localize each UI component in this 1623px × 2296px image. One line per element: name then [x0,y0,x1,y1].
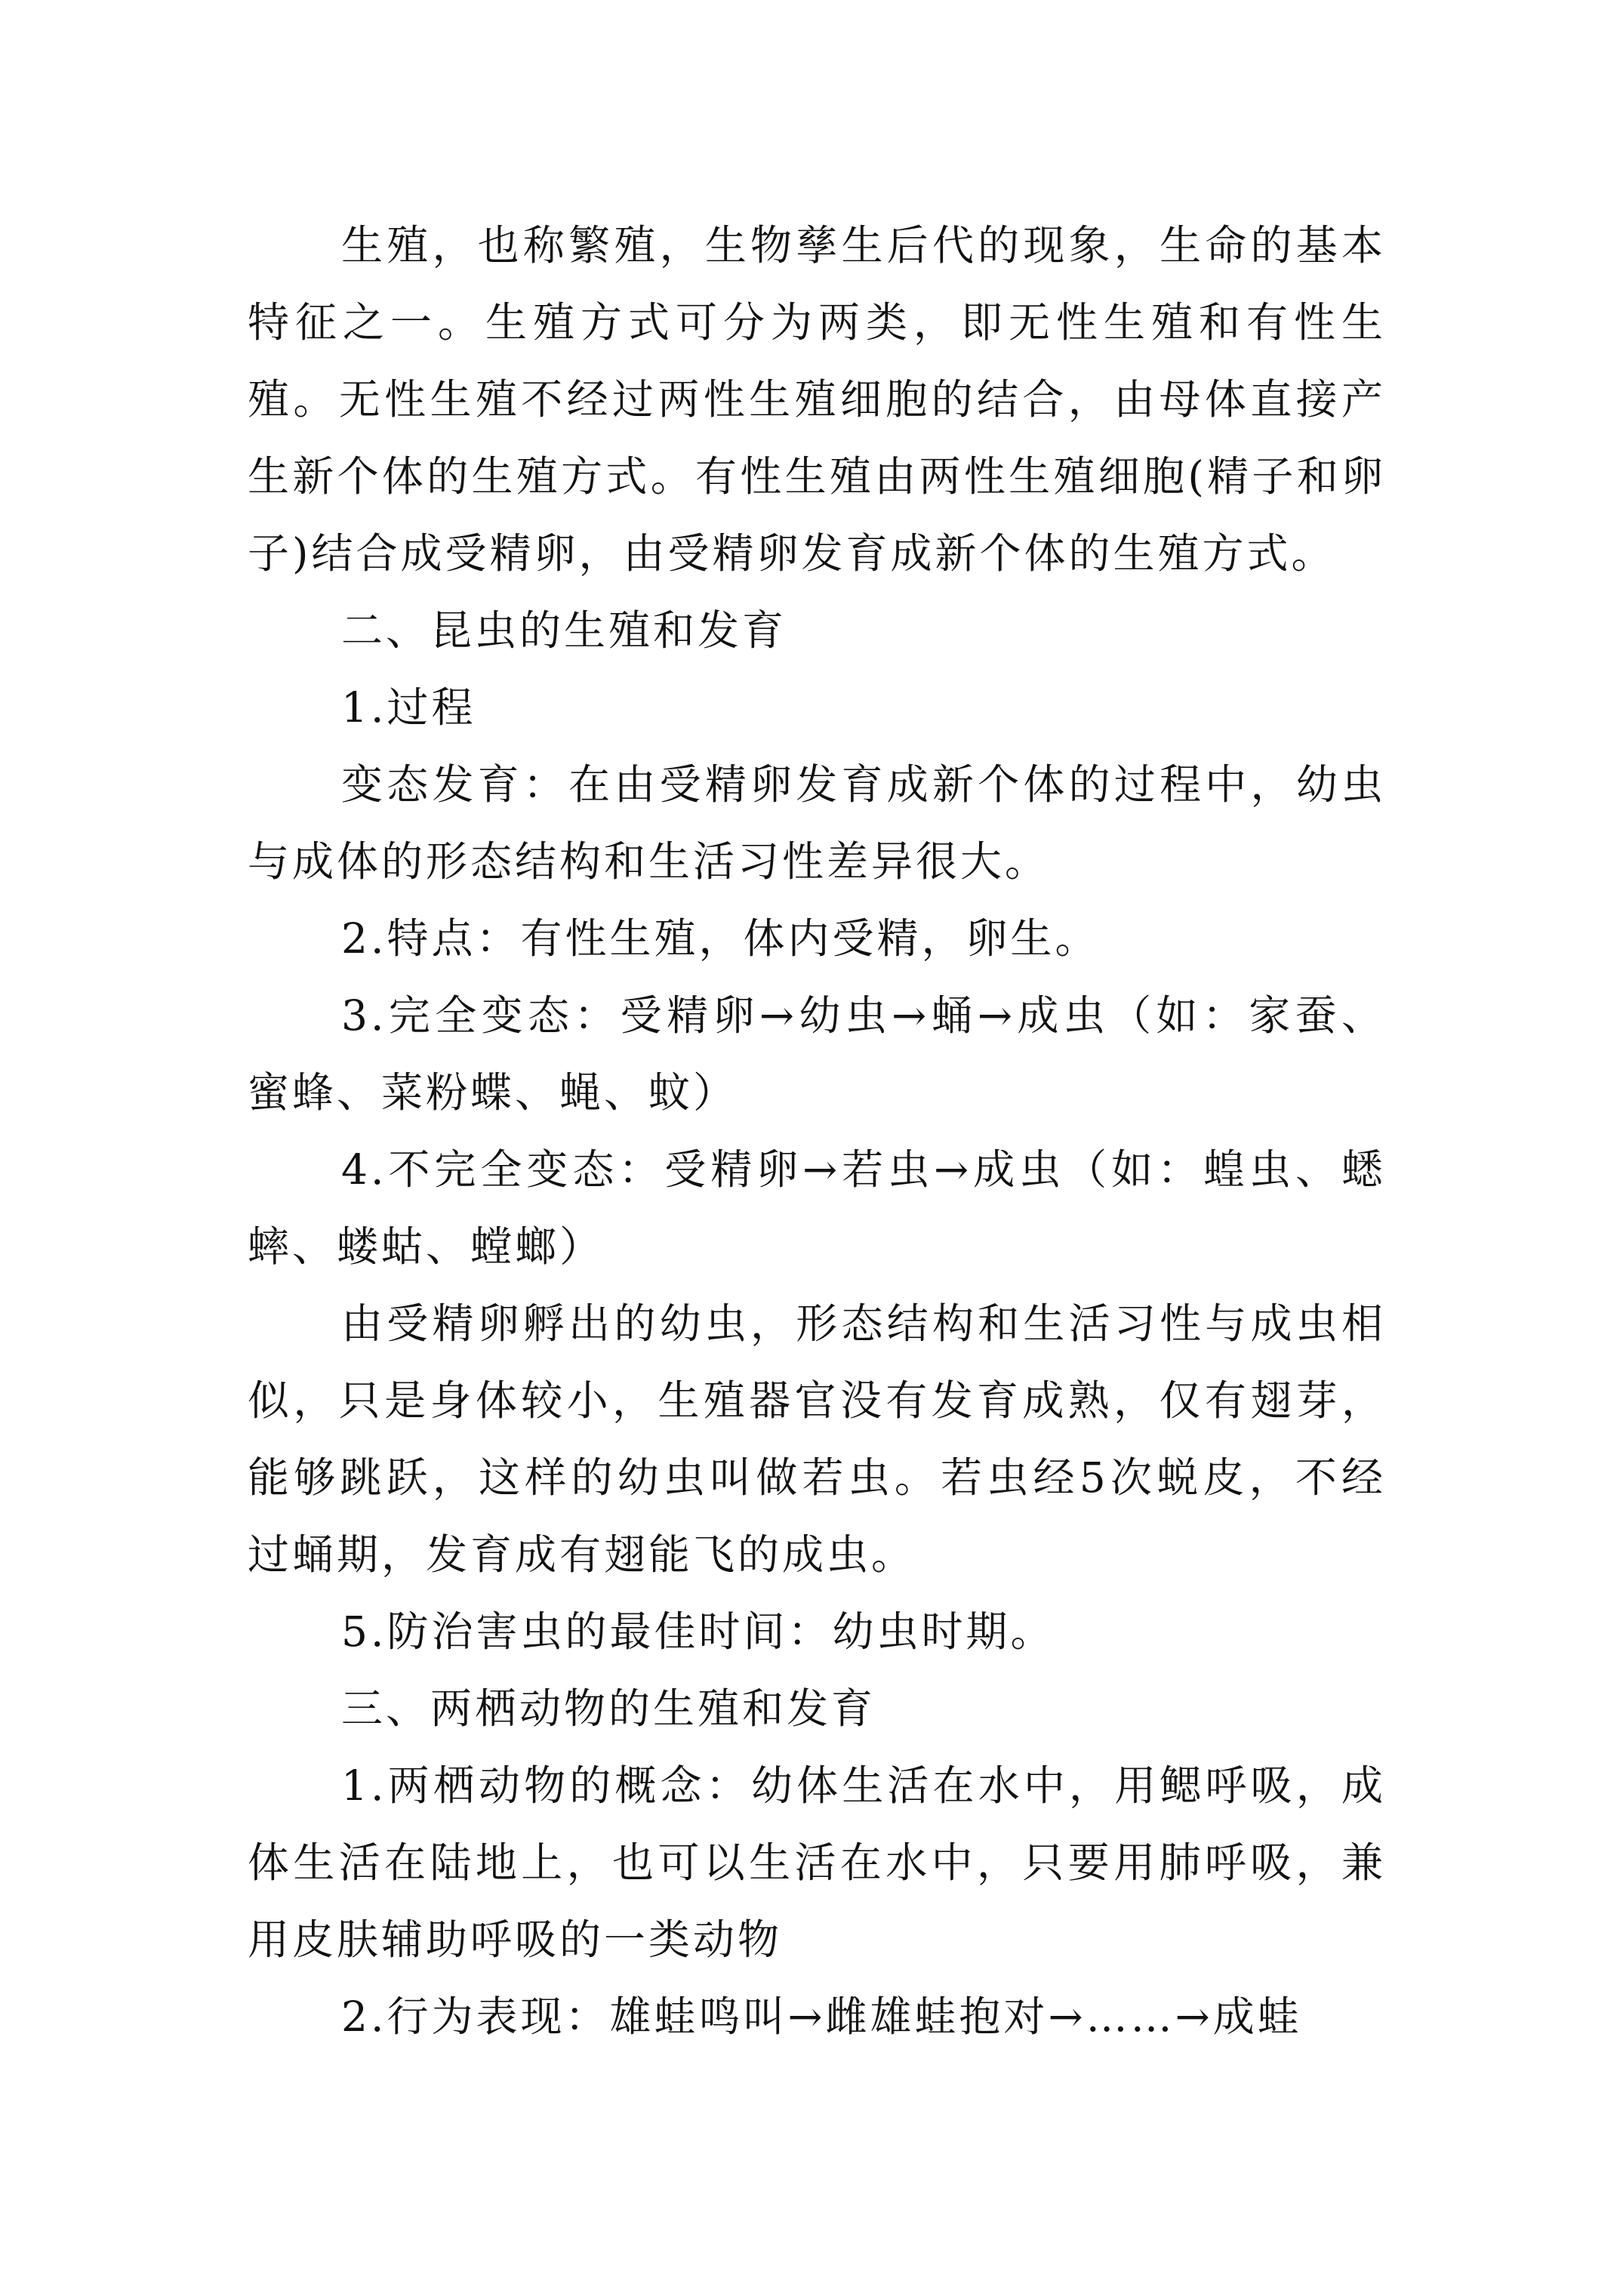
heading-amphibian-reproduction: 三、两栖动物的生殖和发育 [341,1684,876,1733]
paragraph-reproduction-intro: 生殖，也称繁殖，生物孳生后代的现象，生命的基本特征之一。生殖方式可分为两类，即无性生殖和有性生殖。无性生殖不经过两性生殖细胞的结合，由母体直接产生新个体的生殖方式。有性生殖由两性生殖细胞(精子和卵子)结合成受精卵，由受精卵发育成新个体的生殖方式。 [248,221,1386,578]
heading-insect-reproduction: 二、昆虫的生殖和发育 [341,606,787,655]
item-pest-control-timing: 5.防治害虫的最佳时间：幼虫时期。 [341,1607,1055,1656]
item-behavior: 2.行为表现：雄蛙鸣叫→雌雄蛙抱对→……→成蛙 [341,1992,1302,2041]
paragraph-metamorphosis: 变态发育：在由受精卵发育成新个体的过程中，幼虫与成体的形态结构和生活习性差异很大。 [248,760,1386,886]
item-complete-metamorphosis: 3.完全变态：受精卵→幼虫→蛹→成虫（如：家蚕、蜜蜂、菜粉蝶、蝇、蚊） [248,991,1386,1117]
item-characteristics: 2.特点：有性生殖，体内受精，卵生。 [341,914,1100,963]
paragraph-nymph-description: 由受精卵孵出的幼虫，形态结构和生活习性与成虫相似，只是身体较小，生殖器官没有发育成熟，仅有翅芽，能够跳跃，这样的幼虫叫做若虫。若虫经5次蜕皮，不经过蛹期，发育成有翅能飞的成虫。 [248,1299,1386,1579]
item-process: 1.过程 [341,683,476,732]
document-body [248,207,1386,2055]
item-amphibian-concept: 1.两栖动物的概念：幼体生活在水中，用鳃呼吸，成体生活在陆地上，也可以生活在水中，只要用肺呼吸，兼用皮肤辅助呼吸的一类动物 [248,1761,1386,1964]
item-incomplete-metamorphosis: 4.不完全变态：受精卵→若虫→成虫（如：蝗虫、蟋蟀、蝼蛄、螳螂） [248,1145,1386,1271]
